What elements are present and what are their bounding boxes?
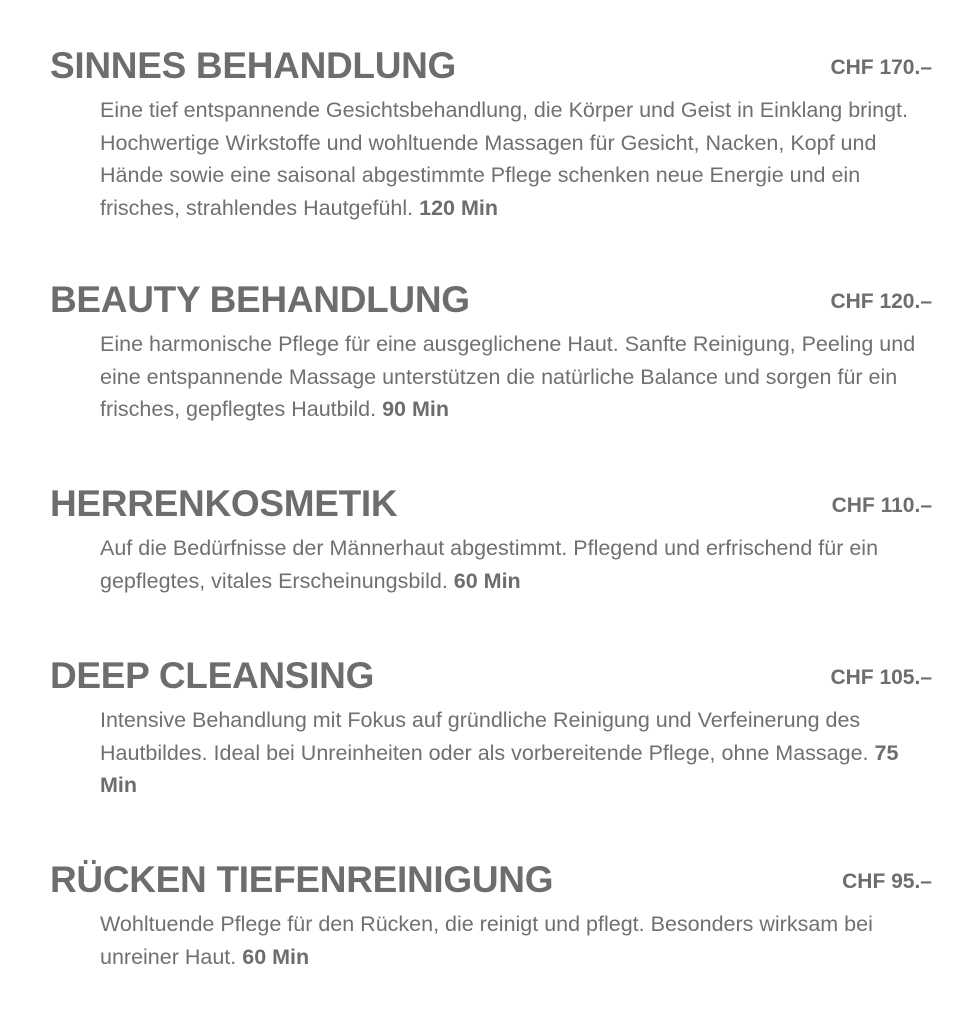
treatment-price: CHF 110.– [831, 494, 932, 517]
treatment-description-text: Eine tief entspannende Gesichtsbehandlung, die Körper und Geist in Einklang bringt. Hochwertige Wirkstoffe und wohltuende Massagen für Gesicht, Nacken, Kopf und Hände sowie eine saisonal abgestimmte Pflege schenken neue Energie und ein frisches, strahlendes Hautgefühl. [100, 98, 908, 220]
treatment-item-herrenkosmetik [50, 482, 932, 597]
treatment-header [50, 44, 932, 88]
treatment-duration: 90 Min [382, 397, 449, 421]
treatment-item-beauty-behandlung [50, 278, 932, 426]
treatment-duration: 75 Min [100, 740, 899, 797]
treatment-title: HERRENKOSMETIK [50, 483, 398, 524]
treatment-duration: 60 Min [453, 568, 521, 593]
treatment-header [50, 278, 932, 322]
treatment-duration: 120 Min [419, 195, 498, 220]
treatment-description [100, 532, 932, 597]
treatment-description-text: Intensive Behandlung mit Fokus auf gründliche Reinigung und Verfeinerung des Hautbildes. Ideal bei Unreinheiten oder als vorbereitende Pflege, ohne Massage. [100, 708, 869, 765]
treatment-price: CHF 120.– [830, 290, 932, 313]
treatment-title: SINNES BEHANDLUNG [50, 45, 457, 86]
treatment-price: CHF 105.– [830, 666, 932, 689]
treatment-duration: 60 Min [242, 944, 310, 969]
treatment-price: CHF 170.– [830, 56, 932, 79]
treatment-item-sinnes-behandlung [50, 44, 932, 224]
treatment-header [50, 858, 932, 902]
treatment-price: CHF 95.– [842, 870, 932, 893]
treatment-item-deep-cleansing [50, 654, 932, 802]
treatment-description-text: Eine harmonische Pflege für eine ausgeglichene Haut. Sanfte Reinigung, Peeling und eine entspannende Massage unterstützen die natürliche Balance und sorgen für ein frisches, gepflegtes Hautbild. [100, 332, 916, 421]
treatment-header [50, 482, 932, 526]
treatment-header [50, 654, 932, 698]
treatment-description [100, 328, 932, 426]
treatment-description [100, 704, 932, 802]
treatment-description [100, 908, 932, 973]
treatment-title: BEAUTY BEHANDLUNG [50, 279, 470, 320]
treatment-title: DEEP CLEANSING [50, 655, 375, 696]
treatment-description [100, 94, 932, 224]
treatment-description-text: Wohltuende Pflege für den Rücken, die reinigt und pflegt. Besonders wirksam bei unreiner Haut. [100, 912, 873, 969]
treatment-description-text: Auf die Bedürfnisse der Männerhaut abgestimmt. Pflegend und erfrischend für ein gepflegtes, vitales Erscheinungsbild. [100, 536, 879, 593]
treatment-title: RÜCKEN TIEFENREINIGUNG [50, 859, 554, 900]
treatment-item-ruecken-tiefenreinigung [50, 858, 932, 973]
